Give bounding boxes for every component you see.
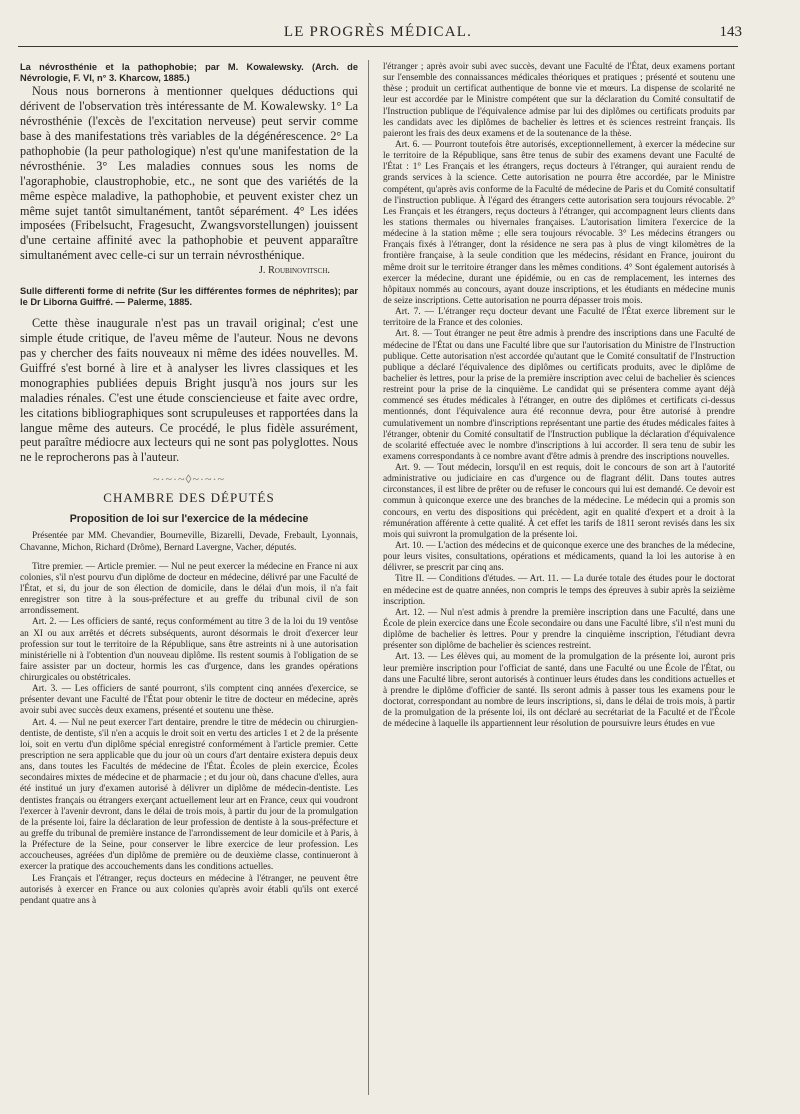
article-13: Art. 13. — Les élèves qui, au moment de la promulgation de la présente loi, auront pris leur première inscription pour l'officiat de santé, dans une Faculté ou une École de l'État, ou dans une Faculté libre, seront autorisés à continuer leurs études dans les conditions actuelles et à prendre le diplôme d'officier de santé. Ils seront admis à passer tous les examens pour le doctorat, correspondant au nombre de leurs inscriptions, si, dans le délai de trois mois, à partir de la promulgation de la présente loi, ils ont déclaré au secrétariat de la Faculté et de l'École de médecine à laquelle ils appartiennent leur résolution de poursuivre leurs études en vue [383, 652, 735, 730]
article-11: Titre II. — Conditions d'études. — Art. 11. — La durée totale des études pour le doctorat en médecine est de quatre années, non compris le temps des épreuves à subir après la seizième inscription. [383, 574, 735, 607]
article-2: Art. 2. — Les officiers de santé, reçus conformément au titre 3 de la loi du 19 ventôse an XI ou aux arrêtés et décrets subséquents, auront désormais le droit d'exercer leur profession sur tout le territoire de la République, sans être astreints ni à une autorisation ministérielle ni à l'obtention d'un nouveau diplôme. Ils restent soumis à l'obligation de se faire assister par un docteur, hormis les cas d'urgence, dans les grandes opérations chirurgicales ou obstétricales. [20, 617, 358, 684]
spacer [20, 308, 358, 316]
article-6: Art. 6. — Pourront toutefois être autorisés, exceptionnellement, à exercer la médecine sur le territoire de la République, sans être tenus de subir des examens devant une Faculté de l'État : 1° Les Français et les étrangers, reçus docteurs à l'étranger, qui auraient rendu de grands services à la science. Cette autorisation ne pourra être accordée, par le Ministre compétent, qu'après avis conforme de la Faculté de médecine de Paris et du Comité consultatif de l'instruction publique. À l'égard des étrangers cette autorisation sera toujours révocable. 2° Les Français et les étrangers, reçus docteurs à l'étranger, qui accompagnent leurs clients dans les stations thermales ou hivernales françaises. L'autorisation limitera l'exercice de la médecine à la station même ; elle sera toujours révocable. 3° Les médecins étrangers ou Français fixés à l'étranger, dont la résidence ne sera pas à plus de vingt kilomètres de la frontière française, à la seule condition que les médecins, résidant en France, jouiront du même droit sur le territoire étranger dans les mêmes conditions. 4° Sont également autorisés à exercer la médecine, durant une épidémie, ou en cas de remplacement, les internes des hôpitaux nommés au concours, ayant douze inscriptions, et les étudiants en médecine munis de seize inscriptions. Cette autorisation ne pourra dépasser trois mois. [383, 139, 736, 306]
left-column [20, 62, 358, 907]
article-10: Art. 10. — L'action des médecins et de quiconque exerce une des branches de la médecine, pour leurs visites, consultations, opérations et médicaments, quand la loi les autorise à en délivrer, se prescrit par cinq ans. [383, 541, 735, 574]
review-body-neurosthenia: Nous nous bornerons à mentionner quelques déductions qui dérivent de l'observation très intéressante de M. Kowalewsky. 1° La névrosthénie (l'excès de l'excitation nerveuse) peut servir comme base à des manifestations très variables de la dégénérescence. 2° La pathophobie (la peur pathologique) n'est qu'une manifestation de la névrosthénie. 3° Les maladies connues sous les noms de l'agoraphobie, claustrophobie, etc., ne sont que des variétés de la même espèce maladive, la pathophobie, et peuvent exister chez un même sujet tantôt simultanément, tantôt séparément. 4° Les idées imposées (Fribelsucht, Fragesucht, Zwangsvorstellungen) jouissent d'une certaine affinité avec la pathophobie et peuvent apparaître simultanément avec celle-ci sur un terrain névrosthénique. [20, 84, 358, 263]
article-1: Titre premier. — Article premier. — Nul ne peut exercer la médecine en France ni aux colonies, s'il n'est pourvu d'un diplôme de docteur en médecine, délivré par une Faculté de l'État, et si, du jour de son élection de domicile, dans le délai d'un mois, il n'a fait enregistrer son titre à la sous-préfecture et au greffe du tribunal civil de son arrondissement. [20, 561, 358, 617]
bill-title: Proposition de loi sur l'exercice de la médecine [69, 512, 309, 525]
article-12: Art. 12. — Nul n'est admis à prendre la première inscription dans une Faculté, dans une École de plein exercice dans une École secondaire ou dans une Faculté libre, s'il n'est muni du diplôme de bachelier ès lettres. Pour y prendre la cinquième inscription, l'étudiant devra présenter son diplôme de bachelier ès sciences restreint. [383, 607, 735, 652]
page-number: 143 [719, 24, 742, 40]
article-5-start: Les Français et l'étranger, reçus docteurs en médecine à l'étranger, ne peuvent être autorisés à exercer en France ou aux colonies qu'après avoir établi qu'ils ont exercé pendant quatre ans à [20, 873, 358, 906]
article-5-continued: l'étranger ; après avoir subi avec succès, devant une Faculté de l'État, deux examens portant sur l'ensemble des connaissances médicales théoriques et pratiques ; présenté et soutenu une thèse ; produit un certificat authentique de bonne vie et mœurs. La dispense de scolarité ne leur est accordée par le Ministre compétent que sur la déclaration du Comité consultatif de l'Instruction publique de l'équivalence admise par lui des diplômes ou certificats produits par les candidats avec les diplômes de bachelier ès lettres et ès sciences restreint français. Ils paieront les frais des deux examens et de la soutenance de la thèse. [383, 62, 735, 139]
article-7: Art. 7. — L'étranger reçu docteur devant une Faculté de l'État exerce librement sur le territoire de la France et des colonies. [383, 307, 735, 329]
section-ornament: ~·~·~◊~·~·~ [153, 472, 225, 487]
page-header [18, 22, 742, 47]
review-body-nephritis: Cette thèse inaugurale n'est pas un travail original; c'est une simple étude critique, de l'aveu même de l'auteur. Nous ne devons pas y chercher des faits nouveaux ni même des idées nouvelles. M. Guiffré s'est borné à lire et à analyser les livres classiques et les monographies publiées depuis Bright jusqu'à nos jours sur les maladies rénales. C'est une étude consciencieuse et faite avec ordre, les citations bibliographiques sont scrupuleuses et rapportées dans la langue même des auteurs. Ce procédé, le plus fidèle assurément, peut paraître médiocre aux lecteurs qui ne sont pas polyglottes. Nous ne le reprocherons pas à l'auteur. [20, 316, 358, 465]
spacer [20, 554, 358, 562]
article-3: Art. 3. — Les officiers de santé pourront, s'ils comptent cinq années d'exercice, se présenter devant une Faculté de l'État pour obtenir le titre de docteur en médecine, après avoir subi avec succès deux examens, présenté et soutenu une thèse. [20, 684, 358, 717]
review-heading-neurosthenia: La névrosthénie et la pathophobie; par M. Kowalewsky. (Arch. de Névrologie, F. VI, n° 3. Kharcow, 1885.) [20, 62, 358, 84]
column-divider [368, 60, 369, 1095]
article-8: Art. 8. — Tout étranger ne peut être admis à prendre des inscriptions dans une Faculté de médecine de l'État ou dans une Faculté libre que sur l'autorisation du Ministre de l'Instruction publique. Cette autorisation n'est accordée qu'autant que le Comité consultatif de l'Instruction publique a déclaré l'équivalence des diplômes ou certificats produits, avec le diplôme de bachelier ès lettres, pour la prise de la première inscription avec celui de bachelier ès sciences restreint pour la prise de la cinquième. Le candidat qui se présentera comme ayant déjà commencé ses études médicales à l'étranger, en outre des diplômes et certificats ci-dessus mentionnés, dont l'équivalence aura été reconnue devra, pour être autorisé à prendre cumulativement un nombre d'inscriptions représentant une partie des études médicales faites à l'étranger, obtenir du Comité consultatif de l'Instruction publique la déclaration d'équivalence de scolarité effectuée avec le nombre d'inscriptions à lui accorder. Il sera tenu de subir les examens correspondants à ce nombre avant d'être admis à prendre des inscriptions nouvelles. [383, 329, 735, 462]
review-signature: J. Roubinovitsch. [258, 265, 330, 277]
review-heading-nephritis: Sulle differenti forme di nefrite (Sur les différentes formes de néphrites); par le Dr Liborna Guiffré. — Palerme, 1885. [20, 285, 358, 308]
right-column [383, 62, 735, 730]
chamber-title: CHAMBRE DES DÉPUTÉS [103, 489, 275, 505]
article-4: Art. 4. — Nul ne peut exercer l'art dentaire, prendre le titre de médecin ou chirurgien-dentiste, de dentiste, s'il n'en a acquis le droit soit en vertu des articles 1 et 2 de la présente loi, soit en vertu d'un diplôme spécial enregistré conformément à l'article premier. Cette prescription ne sera applicable que du jour où un cours d'art dentaire existera depuis deux ans, dans toutes les Facultés de médecine de l'État. Écoles de plein exercice, Écoles secondaires mixtes de médecine et de pharmacie ; et du jour où, dans chacune d'elles, aura été institué un jury d'examen autorisé à délivrer un diplôme de médecin-dentiste. Les dentistes français ou étrangers exerçant actuellement leur art en France, ceux qui voudront l'exercer à l'avenir devront, dans le délai de trois mois, à partir du jour de la promulgation de la présente loi, faire la déclaration de leur profession de dentiste à la sous-préfecture et au greffe du tribunal de première instance de l'arrondissement de leur domicile et à Paris, à la Préfecture de la Seine, pour conserver le libre exercice de leur profession. Les accoucheuses, agréées d'un diplôme de première ou de deuxième classe, continueront à exercer la pratique des accouchements dans les conditions actuelles. [20, 717, 358, 873]
bill-presenters: Présentée par MM. Chevandier, Bourneville, Bizarelli, Devade, Frebault, Lyonnais, Chavanne, Michon, Richard (Drôme), Bernard Lavergne, Vacher, députés. [20, 531, 358, 553]
journal-title: LE PROGRÈS MÉDICAL. [283, 24, 473, 40]
article-9: Art. 9. — Tout médecin, lorsqu'il en est requis, doit le concours de son art à l'autorité administrative ou judiciaire en cas d'urgence ou de flagrant délit. Dans toutes autres circonstances, il est libre de prêter ou de refuser le concours qui lui est demandé. Ce devoir est commun à quiconque exerce une des branches de la médecine. Le médecin qui a promis son concours, en vertu des dispositions qui précèdent, agit en qualité d'expert et a droit à la rémunération afférente à cette qualité. À cet effet les tarifs de 1811 seront revisés dans les six mois qui suivront la promulgation de la présente loi. [383, 463, 735, 540]
